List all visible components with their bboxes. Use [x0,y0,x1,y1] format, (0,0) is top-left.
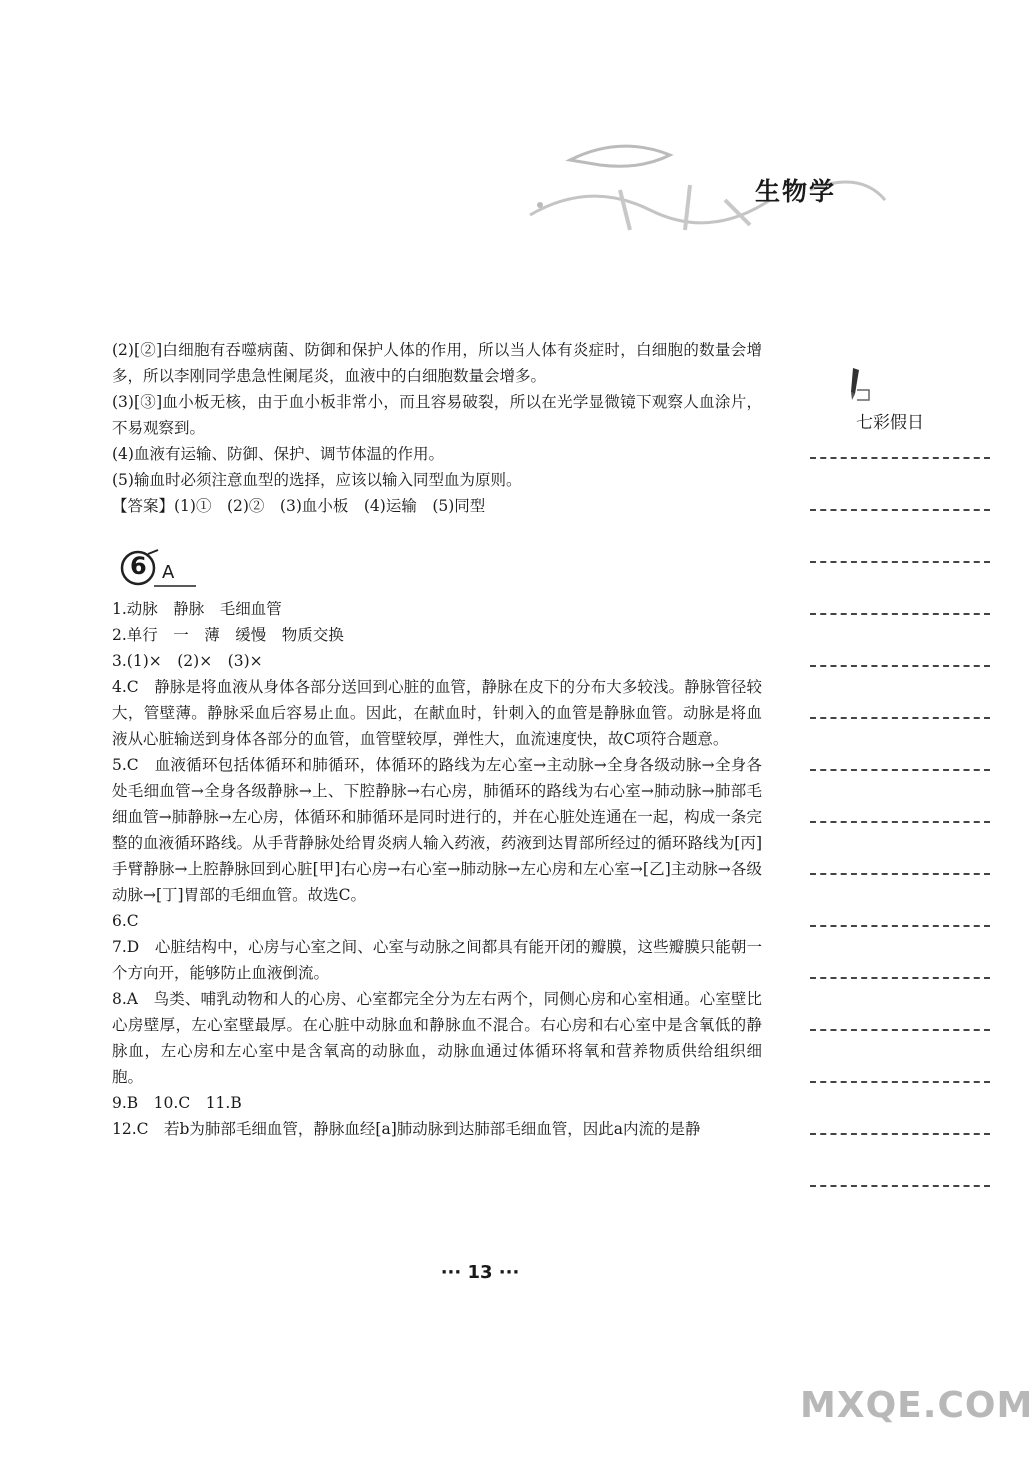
answer-item: 7.D 心脏结构中，心房与心室之间、心室与动脉之间都具有能开闭的瓣膜，这些瓣膜只能朝一个方向开，能够防止血液倒流。 [112,938,762,982]
answer-item: 12.C 若b为肺部毛细血管，静脉血经[a]肺动脉到达肺部毛细血管，因此a内流的是静 [112,1120,701,1138]
answer-line: (2)[②]白细胞有吞噬病菌、防御和保护人体的作用，所以当人体有炎症时，白细胞的数量会增多，所以李刚同学患急性阑尾炎，血液中的白细胞数量会增多。 [112,341,762,385]
answer-item: 4.C 静脉是将血液从身体各部分送回到心脏的血管，静脉在皮下的分布大多较浅。静脉管径较大，管壁薄。静脉采血后容易止血。因此，在献血时，针刺入的血管是静脉血管。动脉是将血液从心脏输送到身体各部分的血管，血管壁较厚，弹性大，血流速度快，故C项符合题意。 [112,678,762,748]
note-line [810,1081,990,1083]
note-line [810,1185,990,1187]
note-line [810,925,990,927]
note-line [810,1029,990,1031]
answer-block-6 [112,596,762,1142]
answer-block-5 [112,337,762,519]
note-line [810,1133,990,1135]
answer-item: 6.C [112,912,139,930]
notes-lines [810,0,995,1471]
note-line [810,717,990,719]
answer-item: 3.(1)× (2)× (3)× [112,652,263,670]
section-letter: A [162,562,175,583]
answer-line: (3)[③]血小板无核，由于血小板非常小，而且容易破裂，所以在光学显微镜下观察人血涂片，不易观察到。 [112,393,762,437]
sidebar-label: 七彩假日 [856,413,924,433]
note-line [810,509,990,511]
note-line [810,561,990,563]
answer-item: 9.B 10.C 11.B [112,1094,242,1112]
watermark: MXQE.COM [800,1385,1033,1426]
note-line [810,873,990,875]
note-line [810,613,990,615]
answer-key: 【答案】(1)① (2)② (3)血小板 (4)运输 (5)同型 [112,497,486,515]
note-line [810,821,990,823]
note-line [810,977,990,979]
answer-item: 2.单行 一 薄 缓慢 物质交换 [112,626,344,644]
answer-line: (5)输血时必须注意血型的选择，应该以输入同型血为原则。 [112,471,522,489]
page-number: ··· 13 ··· [440,1262,520,1283]
answer-line: (4)血液有运输、防御、保护、调节体温的作用。 [112,445,444,463]
answer-item: 1.动脉 静脉 毛细血管 [112,600,282,618]
subject-title: 生物学 [755,177,837,206]
answer-item: 8.A 鸟类、哺乳动物和人的心房、心室都完全分为左右两个，同侧心房和心室相通。心室壁比心房壁厚，左心室壁最厚。在心脏中动脉血和静脉血不混合。右心房和右心室中是含氧低的静脉血，左心房和左心室中是含氧高的动脉血，动脉血通过体循环将氧和营养物质供给组织细胞。 [112,990,762,1086]
note-line [810,665,990,667]
note-line [810,769,990,771]
answer-item: 5.C 血液循环包括体循环和肺循环，体循环的路线为左心室→主动脉→全身各级动脉→全身各处毛细血管→全身各级静脉→上、下腔静脉→右心房，肺循环的路线为右心室→肺动脉→肺部毛细血管→肺静脉→左心房，体循环和肺循环是同时进行的，并在心脏处连通在一起，构成一条完整的血液循环路线。从手背静脉处给胃炎病人输入药液，药液到达胃部所经过的循环路线为[丙]手臂静脉→上腔静脉回到心脏[甲]右心房→右心室→肺动脉→左心房和左心室→[乙]主动脉→各级动脉→[丁]胃部的毛细血管。故选C。 [112,756,762,904]
note-line [810,457,990,459]
section-badge [118,548,198,594]
section-number: 6 [130,552,147,580]
